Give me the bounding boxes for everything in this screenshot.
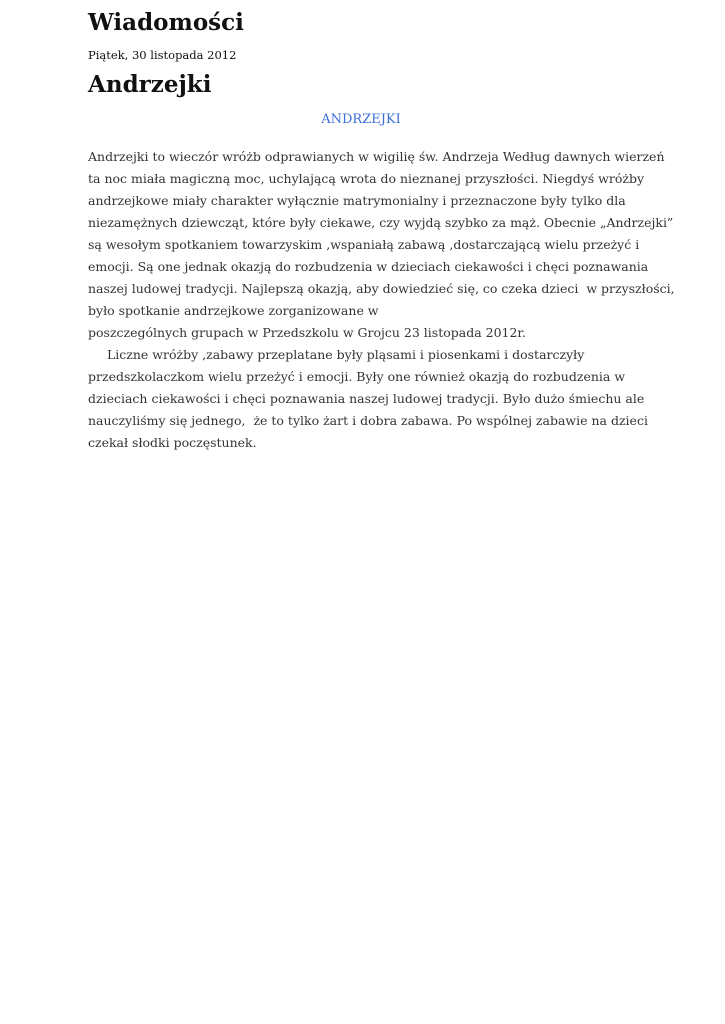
body-line: dzieciach ciekawości i chęci poznawania naszej ludowej tradycji. Było dużo śmiechu ale bbox=[88, 391, 645, 406]
post-date: Piątek, 30 listopada 2012 bbox=[88, 48, 237, 62]
section-title: Wiadomości bbox=[88, 9, 244, 36]
body-line: niezamężnych dziewcząt, które były ciekawe, czy wyjdą szybko za mąż. Obecnie „Andrzejki” bbox=[88, 215, 674, 230]
body-line: Andrzejki to wieczór wróżb odprawianych w wigilię św. Andrzeja Według dawnych wierzeń bbox=[88, 149, 665, 164]
body-line-text: Liczne wróżby ,zabawy przeplatane były pląsami i piosenkami i dostarczyły bbox=[107, 347, 585, 362]
post-link-andrzejki[interactable]: ANDRZEJKI bbox=[321, 112, 401, 127]
body-line-indented bbox=[88, 344, 634, 366]
body-line: poszczególnych grupach w Przedszkolu w Grojcu 23 listopada 2012r. bbox=[88, 325, 527, 340]
post-title: Andrzejki bbox=[88, 71, 212, 98]
body-line: są wesołym spotkaniem towarzyskim ,wspaniałą zabawą ,dostarczającą wielu przeżyć i bbox=[88, 237, 640, 252]
body-line: czekał słodki poczęstunek. bbox=[88, 435, 257, 450]
body-line: przedszkolaczkom wielu przeżyć i emocji. Były one również okazją do rozbudzenia w bbox=[88, 369, 626, 384]
post-body bbox=[88, 146, 675, 454]
body-line: emocji. Są one jednak okazją do rozbudzenia w dzieciach ciekawości i chęci poznawania bbox=[88, 259, 649, 274]
body-line: było spotkanie andrzejkowe zorganizowane w bbox=[88, 303, 379, 318]
body-line: naszej ludowej tradycji. Najlepszą okazją, aby dowiedzieć się, co czeka dzieci w przyszłości, bbox=[88, 281, 675, 296]
body-line: nauczyliśmy się jednego, że to tylko żart i dobra zabawa. Po wspólnej zabawie na dzieci bbox=[88, 413, 648, 428]
body-line: ta noc miała magiczną moc, uchylającą wrota do nieznanej przyszłości. Niegdyś wróżby bbox=[88, 171, 645, 186]
body-line: andrzejkowe miały charakter wyłącznie matrymonialny i przeznaczone były tylko dla bbox=[88, 193, 626, 208]
